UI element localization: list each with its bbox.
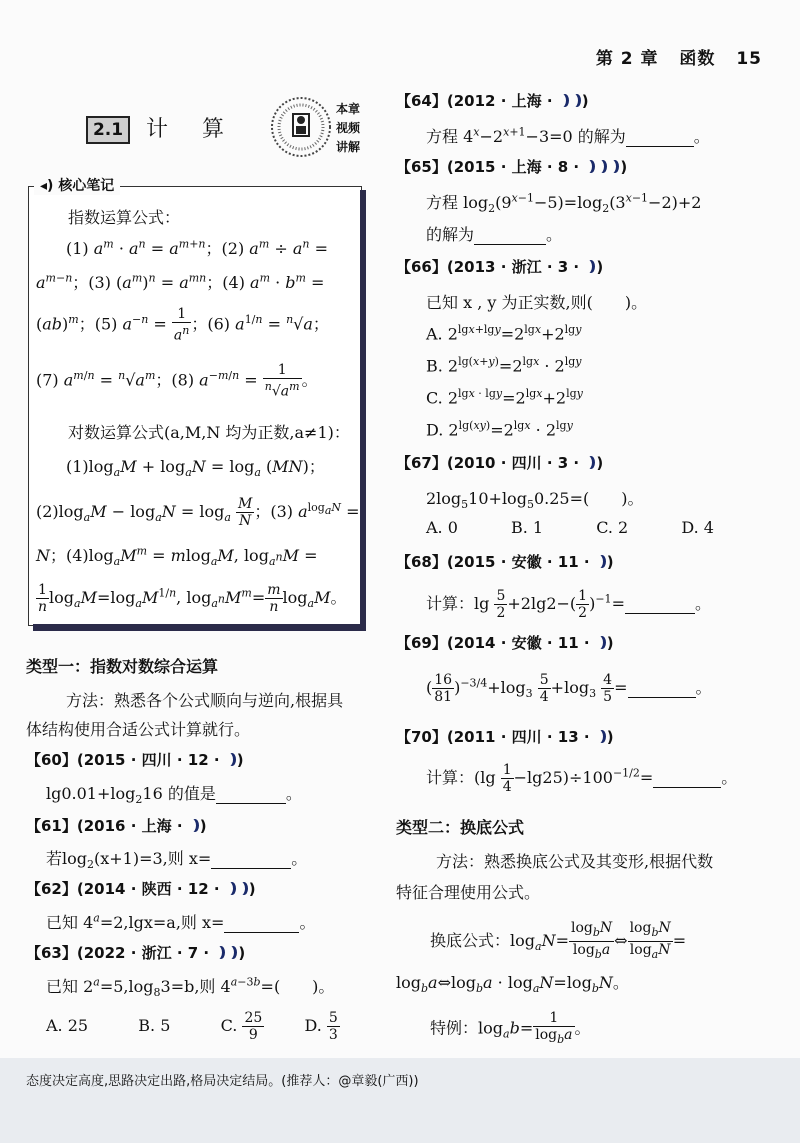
exp-formula-title: 指数运算公式： xyxy=(68,208,181,227)
question-63-text: 已知 $2^a=5,\log_83=b$,则 $4^{a-3b}=$( )。 xyxy=(46,975,335,1000)
option-c[interactable]: C. $2^{lgx \cdot lgy}=2^{lgx}+2^{lgy}$ xyxy=(426,387,583,408)
answer-blank[interactable] xyxy=(216,784,286,804)
question-68-header: 【68】(2015 · 安徽 · 11 · ) xyxy=(396,553,614,571)
change-of-base-formula-cont: $\log_ba\Leftrightarrow\log_ba \cdot \log_aN=\log_bN$。 xyxy=(396,973,629,996)
question-65-line2: 的解为 。 xyxy=(426,225,563,244)
type2-heading: 类型二：换底公式 xyxy=(396,818,525,837)
question-67-header: 【67】(2010 · 四川 · 3 · ) xyxy=(396,454,604,472)
answer-blank[interactable] xyxy=(653,768,721,788)
type1-method-line1: 方法：熟悉各个公式顺向与逆向,根据具 xyxy=(66,691,344,710)
answer-blank[interactable] xyxy=(211,849,291,869)
answer-blank[interactable] xyxy=(625,594,695,614)
qr-code-icon[interactable] xyxy=(270,96,332,158)
question-63-header: 【63】(2022 · 浙江 · 7 · ) xyxy=(26,944,246,962)
special-case-formula: 特例：$\log_ab=$ $\frac{1}{\log_ba}$ 。 xyxy=(430,1010,591,1046)
question-67-options xyxy=(426,518,714,537)
option-a[interactable]: A. 25 xyxy=(46,1016,89,1035)
section-number: 2.1 xyxy=(86,116,130,144)
question-70-header: 【70】(2011 · 四川 · 13 · ) xyxy=(396,728,614,746)
difficulty-icon xyxy=(188,819,196,832)
question-69-header: 【69】(2014 · 安徽 · 11 · ) xyxy=(396,634,614,652)
option-b[interactable]: B. 5 xyxy=(138,1016,171,1035)
log-formula-line4: $\frac{1}{n}$ $\log_aM=\log_aM^{1/n}$, $\log_{a^n}M^m=$ $\frac{m}{n}$ $\log_aM$。 xyxy=(38,582,347,615)
type2-method-line1: 方法：熟悉换底公式及其变形,根据代数 xyxy=(436,852,714,871)
option-b[interactable]: B. $2^{lg(x+y)}=2^{lgx} \cdot 2^{lgy}$ xyxy=(426,355,582,376)
page-number: 15 xyxy=(736,49,762,69)
question-69-text: ( $\frac{16}{81}$ )$^{-3/4}+\log_3$ $\frac{5}{4}$ $+\log_3$ $\frac{4}{5}$ = 。 xyxy=(426,672,712,705)
question-70-text: 计算：(lg $\frac{1}{4}$ $-\lg 25)\div 100^{-1/2}=$ 。 xyxy=(426,762,738,795)
option-c[interactable]: C. 2 xyxy=(596,518,629,537)
question-62-text: 已知 $4^a=2,\lg x=a$,则 x= 。 xyxy=(46,911,316,932)
answer-blank[interactable] xyxy=(474,225,546,245)
option-c[interactable]: C. $\frac{25}{9}$ xyxy=(220,1010,263,1043)
chapter-topic: 函数 xyxy=(679,49,716,69)
question-61-text: 若$\log_2(x+1)=3$,则 x= 。 xyxy=(46,849,308,872)
chapter-label: 第 2 章 xyxy=(595,49,659,69)
question-60-text: $\lg 0.01+\log_216$ 的值是 。 xyxy=(46,784,302,807)
type2-method-line2: 特征合理使用公式。 xyxy=(396,883,541,902)
question-65-header: 【65】(2015 · 上海 · 8 · ) xyxy=(396,158,628,176)
notes-box-shadow-side xyxy=(360,190,366,631)
change-of-base-formula: 换底公式：$\log_aN=$ $\frac{\log_bN}{\log_ba}$ ⇔ $\frac{\log_bN}{\log_aN}$ = xyxy=(430,920,687,961)
type1-heading: 类型一：指数对数综合运算 xyxy=(26,657,219,676)
question-68-text: 计算：lg $\frac{5}{2}$ +2lg2−( $\frac{1}{2}$ )$^{-1}$= 。 xyxy=(426,588,711,621)
page-header xyxy=(582,44,762,69)
core-notes-tag: ◂) 核心笔记 xyxy=(34,175,120,195)
difficulty-icon xyxy=(225,753,233,766)
question-64-text: 方程 $4^x-2^{x+1}-3=0$ 的解为 。 xyxy=(426,125,710,146)
question-60-header: 【60】(2015 · 四川 · 12 · ) xyxy=(26,751,244,769)
exp-formula-line2: $a^{m-n}$；(3) $(a^m)^n = a^{mn}$；(4) $a^m \cdot b^m$ = xyxy=(36,271,325,292)
answer-blank[interactable] xyxy=(628,678,696,698)
qr-caption: 本章 视频 讲解 xyxy=(336,102,361,154)
question-61-header: 【61】(2016 · 上海 · ) xyxy=(26,817,207,835)
type1-method-line2: 体结构使用合适公式计算就行。 xyxy=(26,720,251,739)
option-d[interactable]: D. $\frac{5}{3}$ xyxy=(304,1010,338,1043)
answer-blank[interactable] xyxy=(224,913,299,933)
exp-formula-line3: (ab)$^m$；(5) $a^{-n}$ = $\frac{1}{a^n}$ ；(6) $a^{1/n} = ^n√a$； xyxy=(36,306,329,344)
answer-blank[interactable] xyxy=(626,127,694,147)
log-formula-line2: $(2)\log_aM - \log_aN = \log_a$ $\frac{M}{N}$ ；(3) $a^{log_aN}$ = xyxy=(36,496,360,529)
option-a[interactable]: A. 0 xyxy=(426,518,458,537)
footer-quote: 态度决定高度,思路决定出路,格局决定结局。(推荐人：@章毅(广西)) xyxy=(26,1074,419,1089)
log-formula-line3: N；$(4)\log_aM^m = mlog_aM$, $\log_{a^n}M$ = xyxy=(36,544,318,569)
log-formula-line1: $(1)\log_aM + \log_aN = \log_a (MN)$； xyxy=(66,457,325,480)
exp-formula-line1: (1) $a^m \cdot a^n = a^{m+n}$；(2) $a^m \div a^n$ = xyxy=(66,237,328,258)
option-b[interactable]: B. 1 xyxy=(511,518,544,537)
option-a[interactable]: A. $2^{lgx+lgy}=2^{lgx}+2^{lgy}$ xyxy=(426,323,582,344)
question-67-stem: $2\log_510+\log_50.25=$( )。 xyxy=(426,489,644,512)
question-66-stem: 已知 x , y 为正实数,则( )。 xyxy=(426,293,648,312)
log-formula-title: 对数运算公式(a,M,N 均为正数,a≠1)： xyxy=(68,423,350,442)
option-d[interactable]: D. $2^{lg(xy)}=2^{lgx} \cdot 2^{lgy}$ xyxy=(426,419,573,440)
section-title: 计算 xyxy=(146,117,259,142)
question-63-options xyxy=(46,1010,340,1043)
question-64-header: 【64】(2012 · 上海 · ) xyxy=(396,92,589,110)
option-d[interactable]: D. 4 xyxy=(681,518,714,537)
notes-box-shadow xyxy=(33,624,363,631)
question-62-header: 【62】(2014 · 陕西 · 12 · ) xyxy=(26,880,256,898)
question-66-header: 【66】(2013 · 浙江 · 3 · ) xyxy=(396,258,604,276)
question-65-line1: 方程 $\log_2(9^{x-1}-5)=\log_2(3^{x-1}-2)+2$ xyxy=(426,191,702,216)
exp-formula-line4: (7) $a^{m/n} = ^n√a^m$；(8) $a^{-m/n}$ = $\frac{1}{^n√a^m}$ 。 xyxy=(36,362,318,400)
